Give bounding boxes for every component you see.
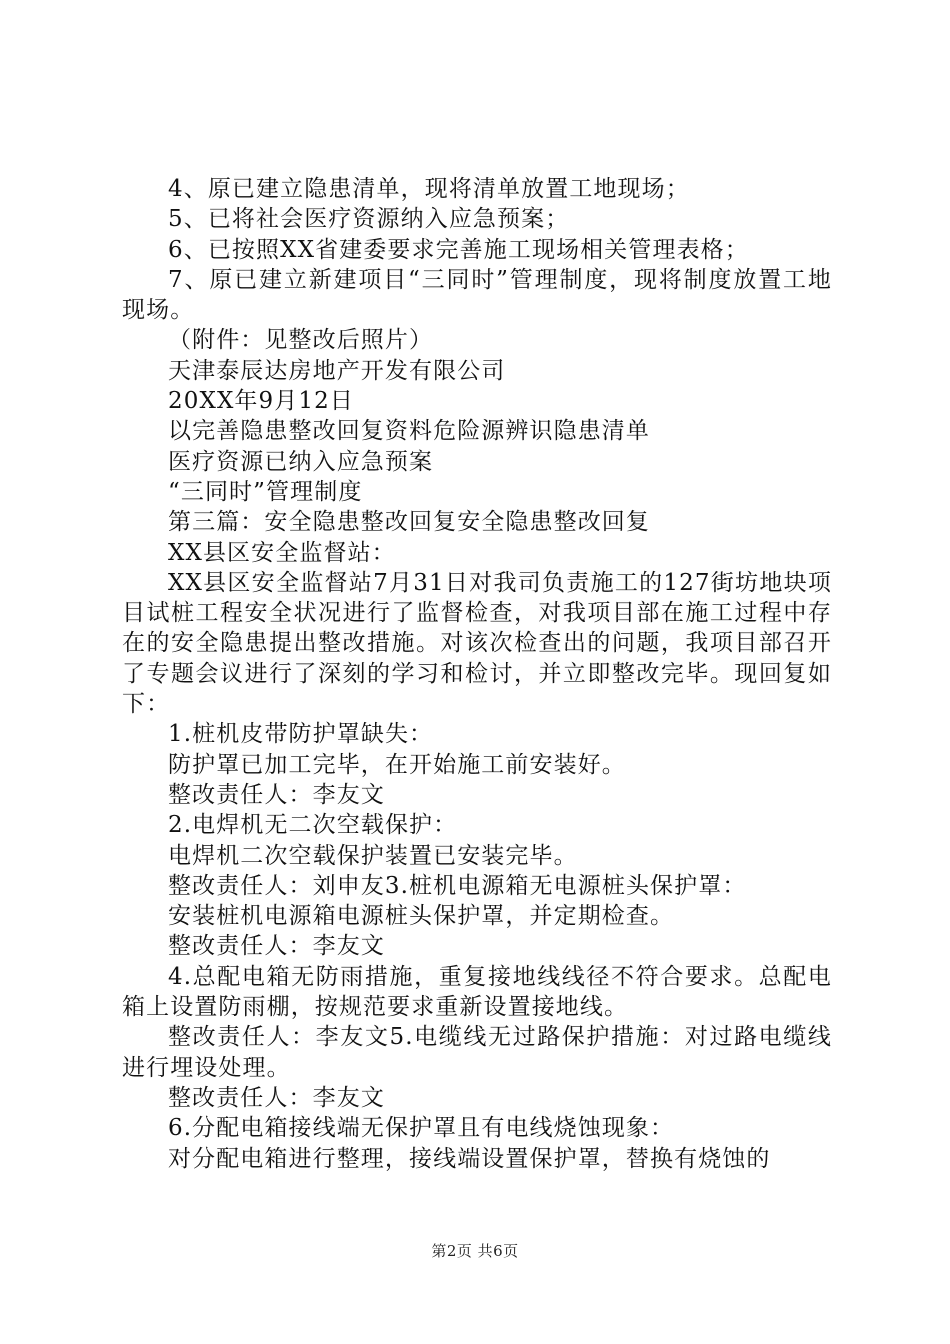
paragraph: 整改责任人：李友文5.电缆线无过路保护措施：对过路电缆线进行埋设处理。 (122, 1024, 832, 1081)
paragraph: 对分配电箱进行整理，接线端设置保护罩，替换有烧蚀的 (168, 1145, 771, 1172)
paragraph: XX县区安全监督站7月31日对我司负责施工的127街坊地块项目试桩工程安全状况进行了监督检查，对我项目部在施工过程中存在的安全隐患提出整改措施。对该次检查出的问题，我项目部召开了专题会议进行了深刻的学习和检讨，并立即整改完毕。现回复如下： (122, 569, 832, 718)
section-heading: 第三篇：安全隐患整改回复安全隐患整改回复 (168, 509, 650, 536)
company-name: 天津泰辰达房地产开发有限公司 (168, 357, 506, 384)
paragraph: 6.分配电箱接线端无保护罩且有电线烧蚀现象： (168, 1115, 675, 1142)
paragraph: 整改责任人：李友文 (168, 1084, 385, 1111)
date: 20XX年9月12日 (168, 388, 354, 415)
paragraph: 4.总配电箱无防雨措施，重复接地线线径不符合要求。总配电箱上设置防雨棚，按规范要求重新设置接地线。 (122, 963, 832, 1021)
paragraph: 安装桩机电源箱电源桩头保护罩，并定期检查。 (168, 903, 675, 930)
paragraph: （附件：见整改后照片） (168, 327, 434, 354)
page-footer: 第2页 共6页 (431, 1242, 519, 1260)
paragraph: 整改责任人：刘申友3.桩机电源箱无电源桩头保护罩： (168, 872, 747, 899)
paragraph: “三同时”管理制度 (168, 478, 363, 505)
paragraph: 6、已按照XX省建委要求完善施工现场相关管理表格； (168, 236, 749, 263)
paragraph: 整改责任人：李友文 (168, 781, 385, 808)
addressee: XX县区安全监督站： (168, 539, 396, 566)
paragraph: 整改责任人：李友文 (168, 933, 385, 960)
paragraph: 医疗资源已纳入应急预案 (168, 448, 434, 475)
paragraph: 5、已将社会医疗资源纳入应急预案； (168, 206, 570, 233)
paragraph: 电焊机二次空载保护装置已安装完毕。 (168, 842, 578, 869)
paragraph: 1.桩机皮带防护罩缺失： (168, 721, 434, 748)
paragraph: 2.电焊机无二次空载保护： (168, 812, 458, 839)
paragraph: 以完善隐患整改回复资料危险源辨识隐患清单 (168, 418, 650, 445)
document-body (122, 174, 832, 1174)
paragraph: 防护罩已加工完毕，在开始施工前安装好。 (168, 751, 626, 778)
paragraph: 7、原已建立新建项目“三同时”管理制度，现将制度放置工地现场。 (122, 266, 832, 324)
paragraph: 4、原已建立隐患清单，现将清单放置工地现场； (168, 176, 690, 202)
